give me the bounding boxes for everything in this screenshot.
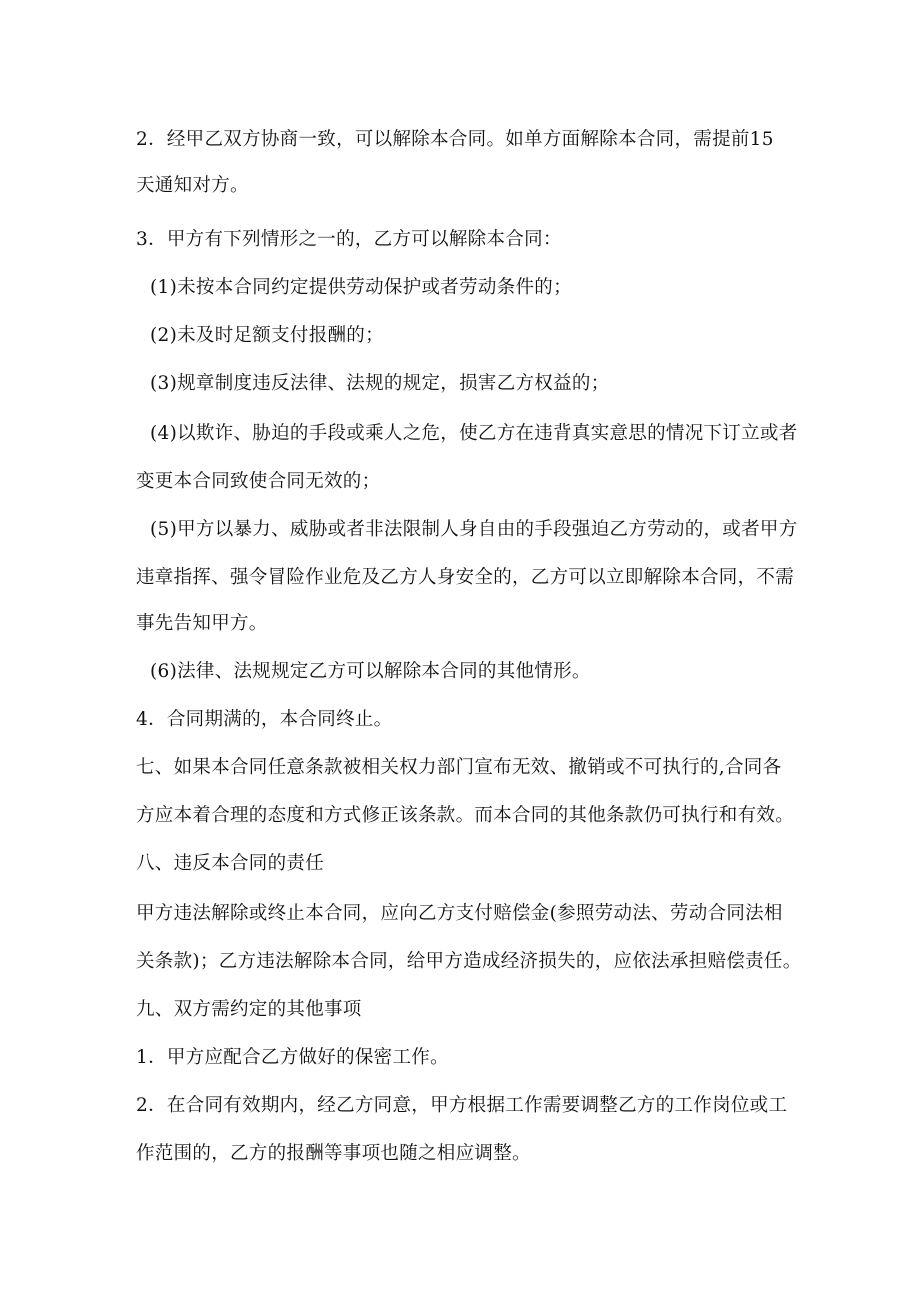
text-line: 变更本合同致使合同无效的；	[136, 471, 381, 492]
text-line: 3．甲方有下列情形之一的，乙方可以解除本合同：	[136, 229, 562, 250]
text-line: (4)以欺诈、胁迫的手段或乘人之危，使乙方在违背真实意思的情况下订立或者	[150, 423, 798, 444]
text-line: (2)未及时足额支付报酬的；	[150, 325, 384, 346]
text-line: 事先告知甲方。	[136, 613, 268, 634]
text-line: 1．甲方应配合乙方做好的保密工作。	[136, 1047, 449, 1068]
text-line: 4．合同期满的，本合同终止。	[136, 709, 393, 730]
text-line: 违章指挥、强令冒险作业危及乙方人身安全的，乙方可以立即解除本合同，不需	[136, 567, 795, 588]
text-line: 七、如果本合同任意条款被相关权力部门宣布无效、撤销或不可执行的,合同各	[136, 757, 782, 778]
text-line: 甲方违法解除或终止本合同，应向乙方支付赔偿金(参照劳动法、劳动合同法相	[136, 903, 783, 924]
text-line: 九、双方需约定的其他事项	[136, 999, 362, 1020]
text-line: (1)未按本合同约定提供劳动保护或者劳动条件的；	[150, 277, 572, 298]
text-line: 作范围的，乙方的报酬等事项也随之相应调整。	[136, 1143, 531, 1164]
text-line: 方应本着合理的态度和方式修正该条款。而本合同的其他条款仍可执行和有效。	[136, 805, 795, 826]
text-line: (3)规章制度违反法律、法规的规定，损害乙方权益的；	[150, 373, 610, 394]
text-line: (5)甲方以暴力、威胁或者非法限制人身自由的手段强迫乙方劳动的，或者甲方	[150, 519, 798, 540]
text-line: 八、违反本合同的责任	[136, 853, 325, 874]
text-line: 2．经甲乙双方协商一致，可以解除本合同。如单方面解除本合同，需提前15	[136, 129, 774, 150]
text-line: (6)法律、法规规定乙方可以解除本合同的其他情形。	[150, 661, 591, 682]
text-line: 2．在合同有效期内，经乙方同意，甲方根据工作需要调整乙方的工作岗位或工	[136, 1095, 788, 1116]
text-line: 天通知对方。	[136, 175, 249, 196]
text-line: 关条款)；乙方违法解除本合同，给甲方造成经济损失的，应依法承担赔偿责任。	[136, 951, 802, 972]
